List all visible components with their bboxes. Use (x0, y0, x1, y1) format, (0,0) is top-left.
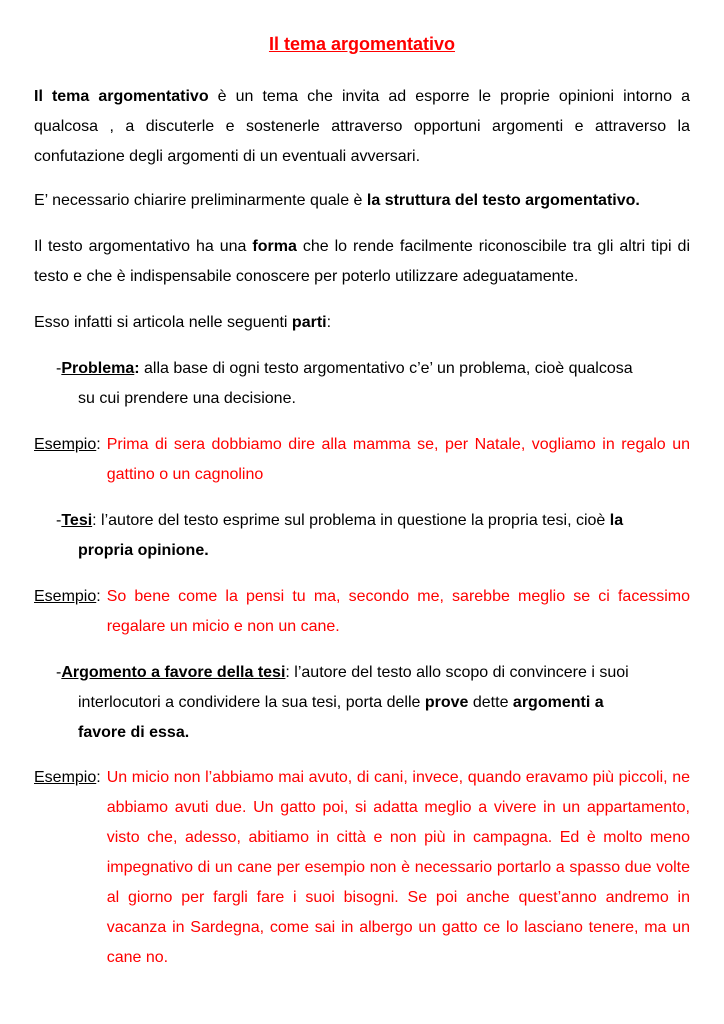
parts-bold: parti (291, 314, 327, 331)
form-pre: Il testo argomentativo ha una (34, 238, 253, 255)
problema-line2: su cui prendere una decisione. (78, 390, 296, 407)
example-3-text: Un micio non l’abbiamo mai avuto, di cani, invece, quando eravamo più piccoli, ne abbiamo avuti due. Un gatto poi, si adatta meglio a vivere in un appartamento, visto che, adesso, abitiamo in città e non più in campagna. Ed è molto meno impegnativo di un cane per esempio non è necessario portarlo a spasso due volte al giorno per fargli fare i suoi bisogni. Se poi anche quest’anno andremo in vacanza in Sardegna, come sai in albergo un gatto ce lo lasciano tenere, ma un cane no. (106, 769, 690, 966)
argomento-dash: - (56, 664, 62, 681)
tesi-line2: propria opinione. (78, 542, 209, 559)
example-1 (34, 430, 690, 490)
parts-post: : (326, 314, 332, 331)
example-2-text: So bene come la pensi tu ma, secondo me, sarebbe meglio se ci facessimo regalare un micio e non un cane. (106, 588, 690, 635)
form-paragraph (34, 232, 690, 292)
example-2-colon: : (96, 588, 101, 605)
argomento-line1: : l’autore del testo allo scopo di convincere i suoi (285, 664, 629, 681)
example-2 (34, 582, 690, 642)
intro-term: Il tema argomentativo (34, 88, 209, 105)
argomento-line2-a: interlocutori a condividere la sua tesi, porta delle (78, 694, 425, 711)
example-1-text: Prima di sera dobbiamo dire alla mamma se, per Natale, vogliamo in regalo un gattino o un cagnolino (106, 436, 690, 483)
problema-line1: alla base di ogni testo argomentativo c’e’ un problema, cioè qualcosa (139, 360, 633, 377)
example-3 (34, 763, 690, 973)
example-1-label: Esempio (34, 436, 97, 453)
parts-pre: Esso infatti si articola nelle seguenti (34, 314, 292, 331)
example-1-colon: : (96, 436, 101, 453)
tesi-line1: : l’autore del testo esprime sul problema in questione la propria tesi, cioè (92, 512, 610, 529)
problema-label: Problema (61, 360, 135, 377)
problema-colon: : (134, 360, 140, 377)
argomento-item (56, 658, 690, 748)
form-bold: forma (252, 238, 297, 255)
argomento-line2-bold: argomenti a (512, 694, 604, 711)
tesi-line1-bold: la (609, 512, 624, 529)
argomento-line2-c: dette (468, 694, 513, 711)
problema-item (56, 354, 690, 414)
example-3-label: Esempio (34, 769, 97, 786)
tesi-item (56, 506, 690, 566)
argomento-label: Argomento a favore della tesi (61, 664, 286, 681)
example-3-colon: : (96, 769, 101, 786)
form-post: che lo rende facilmente riconoscibile tra gli altri tipi di testo e che è indispensabile conoscere per poterlo utilizzare adeguatamente. (34, 238, 691, 285)
problema-dash: - (56, 360, 62, 377)
structure-text: E’ necessario chiarire preliminarmente quale è (34, 192, 367, 209)
structure-paragraph (34, 186, 690, 216)
page-title: Il tema argomentativo (268, 34, 456, 54)
example-2-label: Esempio (34, 588, 97, 605)
structure-bold: la struttura del testo argomentativo. (366, 192, 640, 209)
argomento-line3: favore di essa. (78, 724, 190, 741)
parts-paragraph (34, 308, 690, 338)
intro-paragraph (34, 82, 690, 172)
intro-text: è un tema che invita ad esporre le proprie opinioni intorno a qualcosa , a discuterle e sostenerle attraverso opportuni argomenti e attraverso la confutazione degli argomenti di un eventuali avversari. (34, 88, 691, 165)
tesi-label: Tesi (61, 512, 93, 529)
tesi-dash: - (56, 512, 62, 529)
argomento-line2 (56, 688, 690, 718)
argomento-line2-bold-prove: prove (424, 694, 469, 711)
